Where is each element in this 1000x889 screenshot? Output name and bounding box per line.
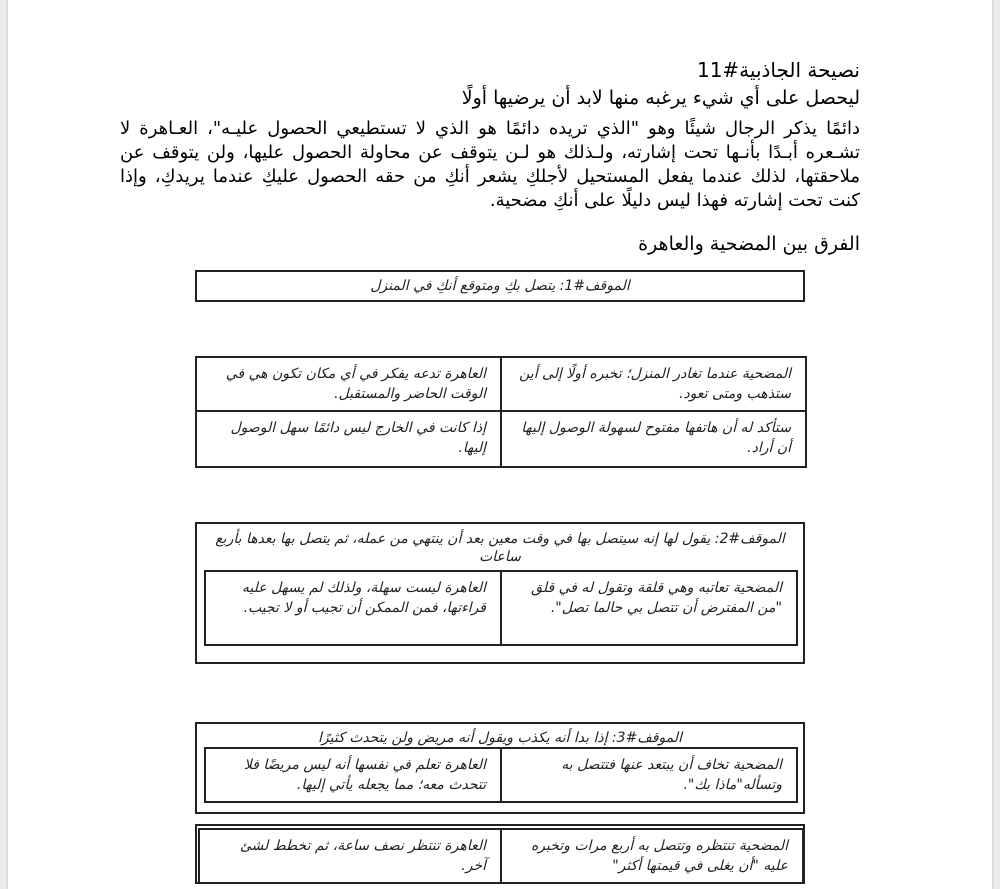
situation3-table: [204, 747, 798, 803]
situation2-title: الموقف#2: يقول لها إنه سيتصل بها في وقت معين بعد أن ينتهي من عمله، ثم يتصل بها بعدها بأربع ساعات: [215, 531, 785, 565]
table-row: [196, 411, 806, 467]
table-row: [205, 748, 797, 802]
tip-title: نصيحة الجاذبية#11: [696, 58, 860, 82]
situation4-table: [198, 828, 804, 884]
sacrificer-cell: المضحية تعاتبه وهي قلقة وتقول له في قلق "من المفترض أن تتصل بي حالما تصل".: [501, 571, 797, 645]
harlot-cell: العاهرة ليست سهلة، ولذلك لم يسهل عليه قراءتها، فمن الممكن أن تجيب أو لا تجيب.: [205, 571, 501, 645]
harlot-cell: إذا كانت في الخارج ليس دائمًا سهل الوصول إليها.: [196, 411, 501, 467]
situation1-title: الموقف#1: يتصل بكِ ومتوقع أنكِ في المنزل: [370, 278, 630, 294]
sacrificer-cell: ستأكد له أن هاتفها مفتوح لسهولة الوصول إليها أن أراد.: [501, 411, 806, 467]
table-row: [196, 357, 806, 411]
situation1-table: [195, 356, 807, 468]
sacrificer-cell: المضحية تخاف أن يبتعد عنها فتتصل به وتسأله"ماذا بك".: [501, 748, 797, 802]
harlot-cell: العاهرة تنتظر نصف ساعة، ثم تخطط لشئ آخر.: [199, 829, 501, 883]
intro-line: ليحصل على أي شيء يرغبه منها لابد أن يرضيها أولًا: [461, 87, 860, 109]
table-row: [205, 571, 797, 645]
sacrificer-cell: المضحية تنتظره وتتصل به أربع مرات وتخبره عليه "أن يغلى في قيمتها أكثر": [501, 829, 803, 883]
situation1-title-box: [195, 270, 805, 302]
table-row: [199, 829, 803, 883]
harlot-cell: العاهرة تدعه يفكر في أي مكان تكون هي في الوقت الحاضر والمستقبل.: [196, 357, 501, 411]
intro-paragraph: دائمًا يذكر الرجال شيئًا وهو "الذي تريده دائمًا هو الذي لا تستطيعي الحصول عليـه"، العـاهرة لا تشـعره أبـدًا بأنـها تحت إشارته، ولـذلك هو لـن يتوقف عن محاولة الحصول عليها، ولن يتوقف عن ملاحقتها، لذلك عندما يفعل المستحيل لأجلكِ يشعر أنكِ من حقه الحصول عليكِ عندما يريدكِ، وإذا كنت تحت إشارته فهذا ليس دليلًا على أنكِ مضحية.: [120, 118, 860, 211]
document-page: [8, 0, 992, 889]
situation2-table: [204, 570, 798, 646]
harlot-cell: العاهرة تعلم في نفسها أنه ليس مريضًا فلا تتحدث معه؛ مما يجعله يأتي إليها.: [205, 748, 501, 802]
situation3-title: الموقف#3: إذا بدا أنه يكذب ويقول أنه مريض ولن يتحدث كثيرًا: [318, 730, 682, 746]
sacrificer-cell: المضحية عندما تغادر المنزل؛ تخبره أولًا إلى أين ستذهب ومتى تعود.: [501, 357, 806, 411]
difference-heading: الفرق بين المضحية والعاهرة: [638, 233, 860, 255]
